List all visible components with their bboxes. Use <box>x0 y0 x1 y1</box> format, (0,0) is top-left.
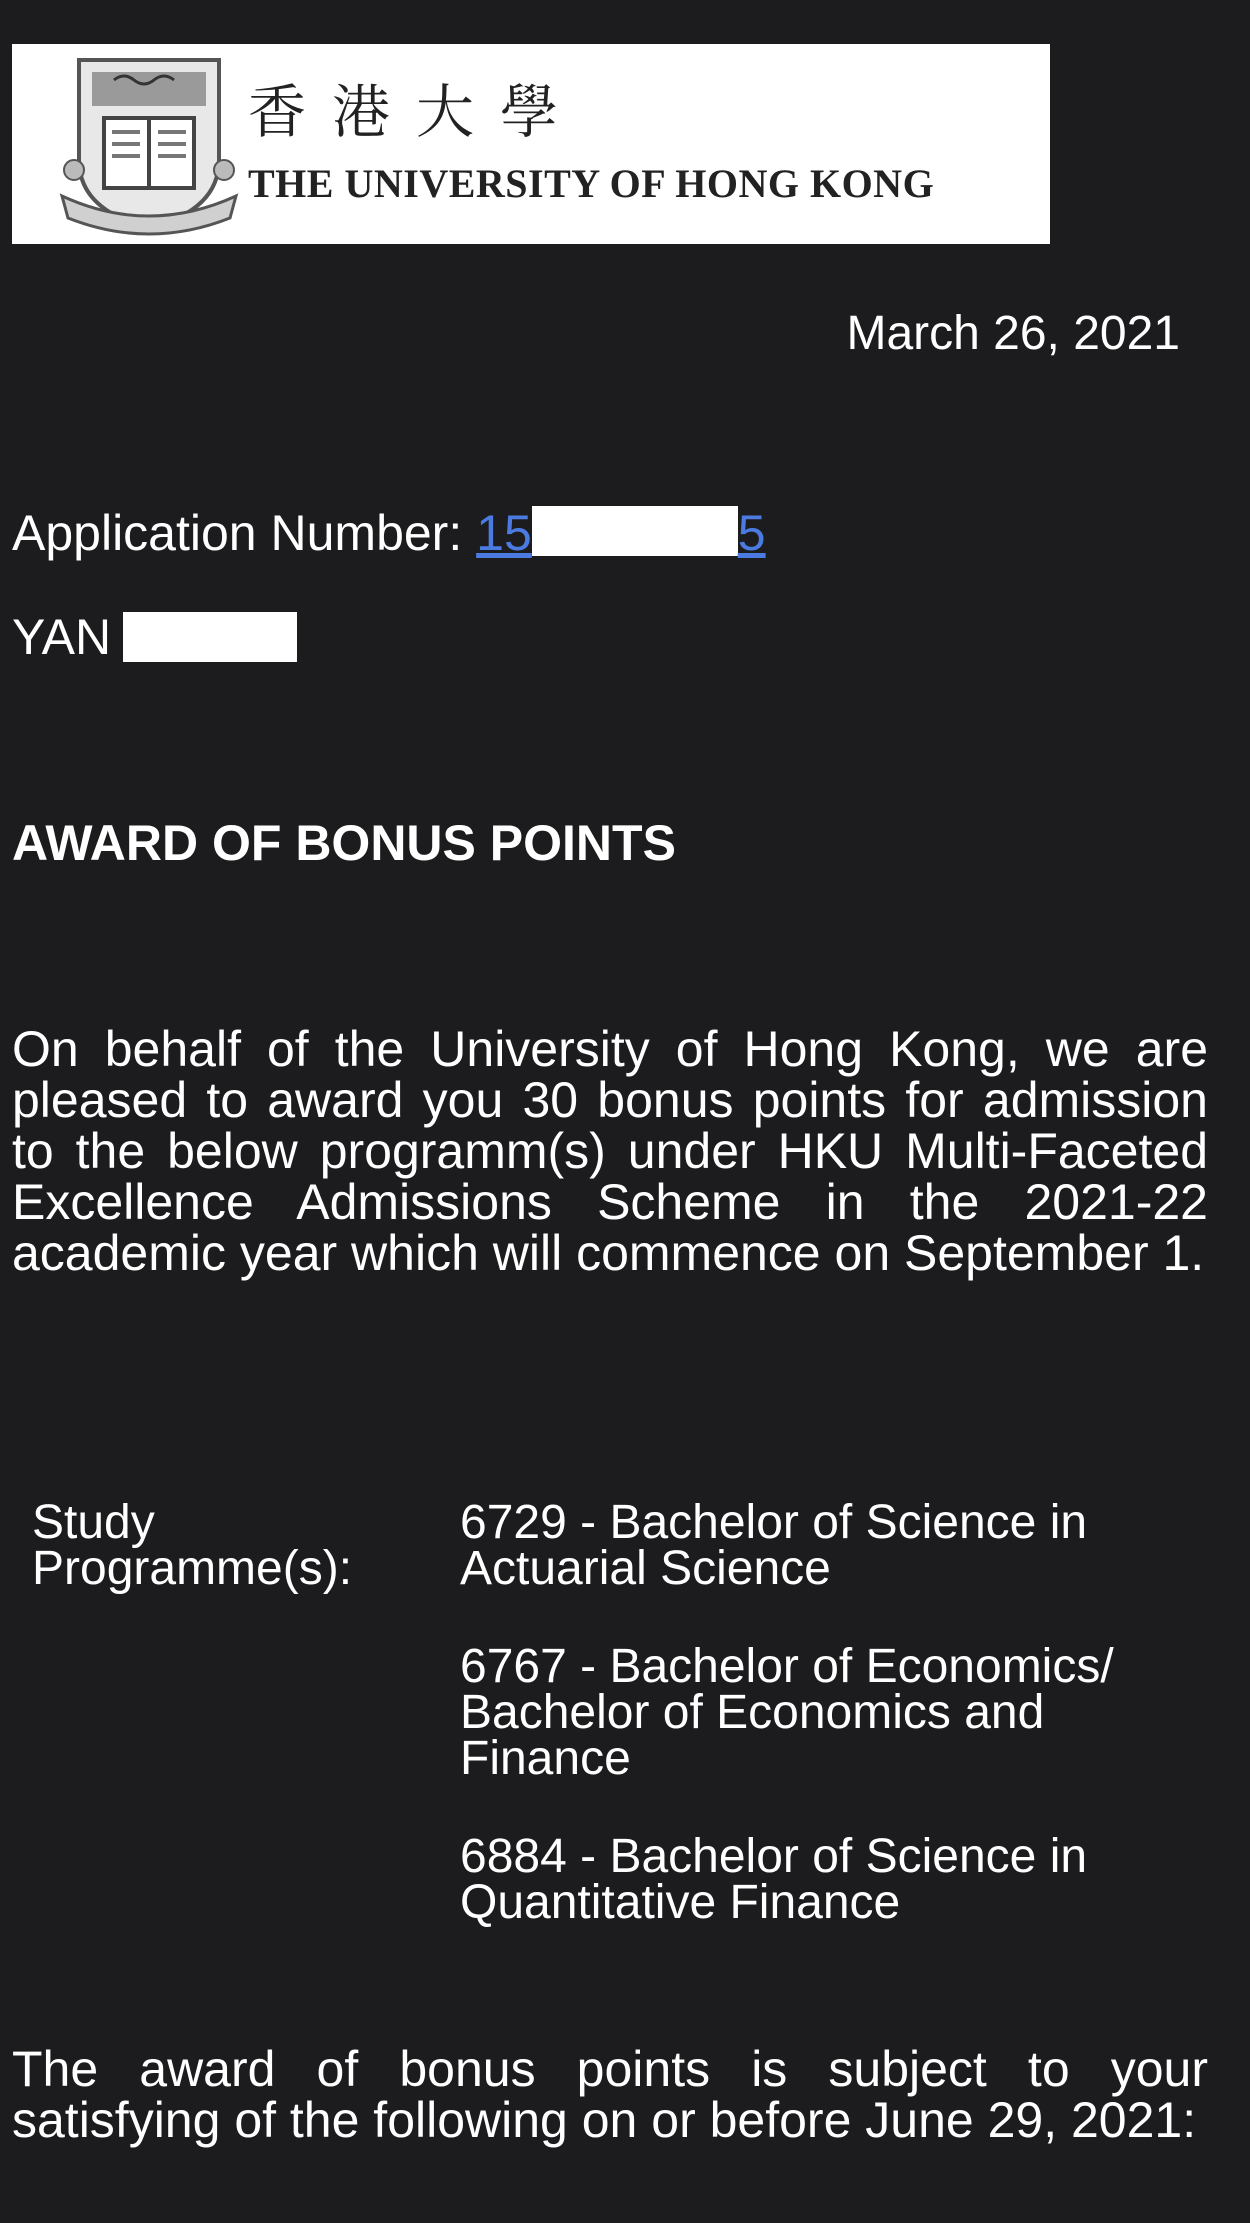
redaction-block <box>532 506 738 556</box>
recipient-surname: YAN <box>12 609 112 665</box>
letter-heading: AWARD OF BONUS POINTS <box>12 815 676 871</box>
conditions-paragraph: The award of bonus points is subject to your satisfying of the following on or before June 29, 2021: <box>12 2041 1208 2148</box>
study-programmes-list <box>460 1496 1220 1978</box>
redaction-block <box>123 612 297 662</box>
application-number-line <box>12 500 1012 566</box>
intro-paragraph: On behalf of the University of Hong Kong, we are pleased to award you 30 bonus points for admission to the below programm(s) under HKU Multi-Faceted Excellence Admissions Scheme in the 2021-22 academic year which will commence on September 1. <box>12 1021 1208 1281</box>
recipient-name-line <box>12 604 612 670</box>
logo-chinese-name: 香港大學 <box>248 78 585 146</box>
programme-item: 6884 - Bachelor of Science in Quantitative Finance <box>460 1830 1088 1929</box>
letter-date: March 26, 2021 <box>846 307 1180 360</box>
programme-item: 6729 - Bachelor of Science in Actuarial Science <box>460 1496 1088 1595</box>
hku-crest-icon <box>54 50 244 236</box>
logo-english-name: THE UNIVERSITY OF HONG KONG <box>248 161 935 206</box>
programme-item: 6767 - Bachelor of Economics/ Bachelor of Economics and Finance <box>460 1640 1114 1785</box>
application-number-link[interactable] <box>476 500 765 566</box>
application-number-label: Application Number: <box>12 505 463 561</box>
letterhead-banner <box>12 44 1050 244</box>
application-number-suffix: 5 <box>737 505 766 561</box>
application-number-prefix: 15 <box>476 505 532 561</box>
study-programmes-label: Study Programme(s): <box>32 1496 353 1595</box>
